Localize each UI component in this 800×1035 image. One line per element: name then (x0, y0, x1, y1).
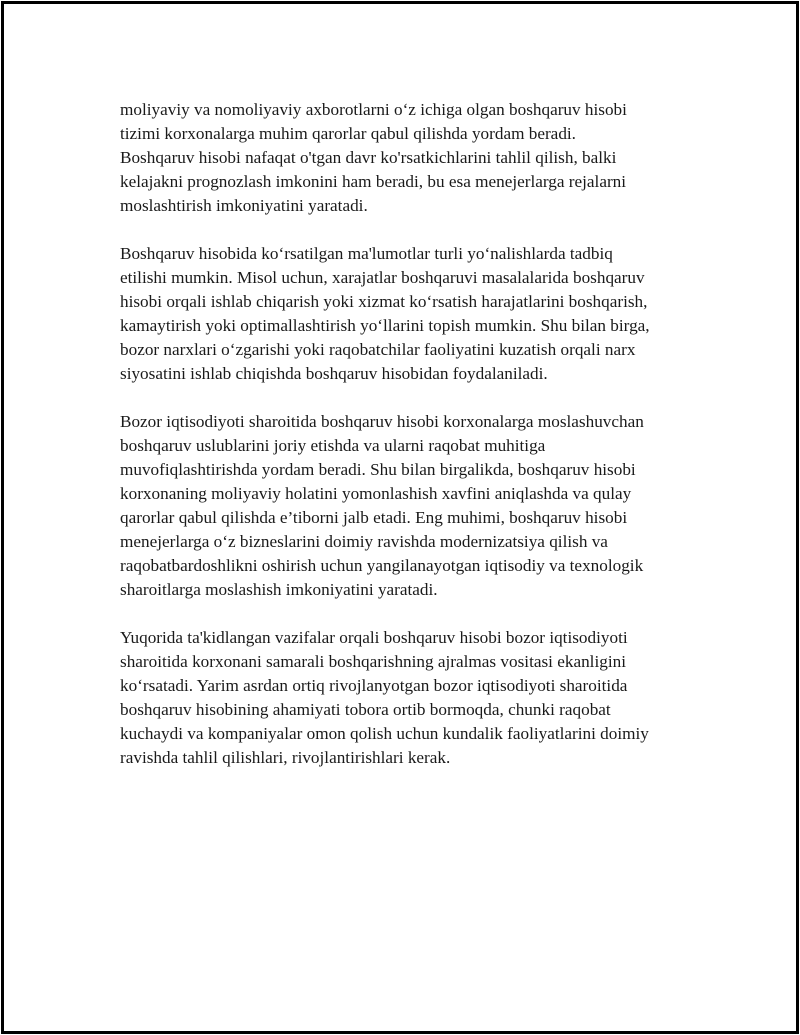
text-line: moslashtirish imkoniyatini yaratadi. (120, 196, 368, 215)
paragraph-2 (120, 242, 700, 386)
paragraph-4 (120, 626, 700, 770)
text-line: raqobatbardoshlikni oshirish uchun yangilanayotgan iqtisodiy va texnologik (120, 556, 644, 575)
document-page (1, 1, 799, 1034)
text-line: boshqaruv hisobining ahamiyati tobora ortib bormoqda, chunki raqobat (120, 700, 611, 719)
text-line: kelajakni prognozlash imkonini ham beradi, bu esa menejerlarga rejalarni (120, 172, 627, 191)
text-line: korxonaning moliyaviy holatini yomonlashish xavfini aniqlashda va qulay (120, 484, 632, 503)
text-line: sharoitida korxonani samarali boshqarishning ajralmas vositasi ekanligini (120, 652, 626, 671)
paragraph-3 (120, 410, 700, 602)
text-line: etilishi mumkin. Misol uchun, xarajatlar boshqaruvi masalalarida boshqaruv (120, 268, 645, 287)
text-line: sharoitlarga moslashish imkoniyatini yaratadi. (120, 580, 438, 599)
text-line: Bozor iqtisodiyoti sharoitida boshqaruv hisobi korxonalarga moslashuvchan (120, 412, 644, 431)
text-line: ko‘rsatadi. Yarim asrdan ortiq rivojlanyotgan bozor iqtisodiyoti sharoitida (120, 676, 628, 695)
text-line: siyosatini ishlab chiqishda boshqaruv hisobidan foydalaniladi. (120, 364, 548, 383)
text-line: Yuqorida ta'kidlangan vazifalar orqali boshqaruv hisobi bozor iqtisodiyoti (120, 628, 628, 647)
text-line: boshqaruv uslublarini joriy etishda va ularni raqobat muhitiga (120, 436, 546, 455)
text-line: kuchaydi va kompaniyalar omon qolish uchun kundalik faoliyatlarini doimiy (120, 724, 649, 743)
text-line: bozor narxlari o‘zgarishi yoki raqobatchilar faoliyatini kuzatish orqali narx (120, 340, 636, 359)
paragraph-1 (120, 98, 700, 218)
text-line: tizimi korxonalarga muhim qarorlar qabul qilishda yordam beradi. (120, 124, 576, 143)
text-line: moliyaviy va nomoliyaviy axborotlarni o‘z ichiga olgan boshqaruv hisobi (120, 100, 627, 119)
document-body (120, 98, 700, 794)
text-line: muvofiqlashtirishda yordam beradi. Shu bilan birgalikda, boshqaruv hisobi (120, 460, 636, 479)
text-line: Boshqaruv hisobida ko‘rsatilgan ma'lumotlar turli yo‘nalishlarda tadbiq (120, 244, 613, 263)
text-line: menejerlarga o‘z bizneslarini doimiy ravishda modernizatsiya qilish va (120, 532, 608, 551)
text-line: ravishda tahlil qilishlari, rivojlantirishlari kerak. (120, 748, 451, 767)
text-line: Boshqaruv hisobi nafaqat o'tgan davr ko'rsatkichlarini tahlil qilish, balki (120, 148, 617, 167)
text-line: kamaytirish yoki optimallashtirish yo‘llarini topish mumkin. Shu bilan birga, (120, 316, 650, 335)
text-line: hisobi orqali ishlab chiqarish yoki xizmat ko‘rsatish harajatlarini boshqarish, (120, 292, 648, 311)
text-line: qarorlar qabul qilishda e’tiborni jalb etadi. Eng muhimi, boshqaruv hisobi (120, 508, 628, 527)
